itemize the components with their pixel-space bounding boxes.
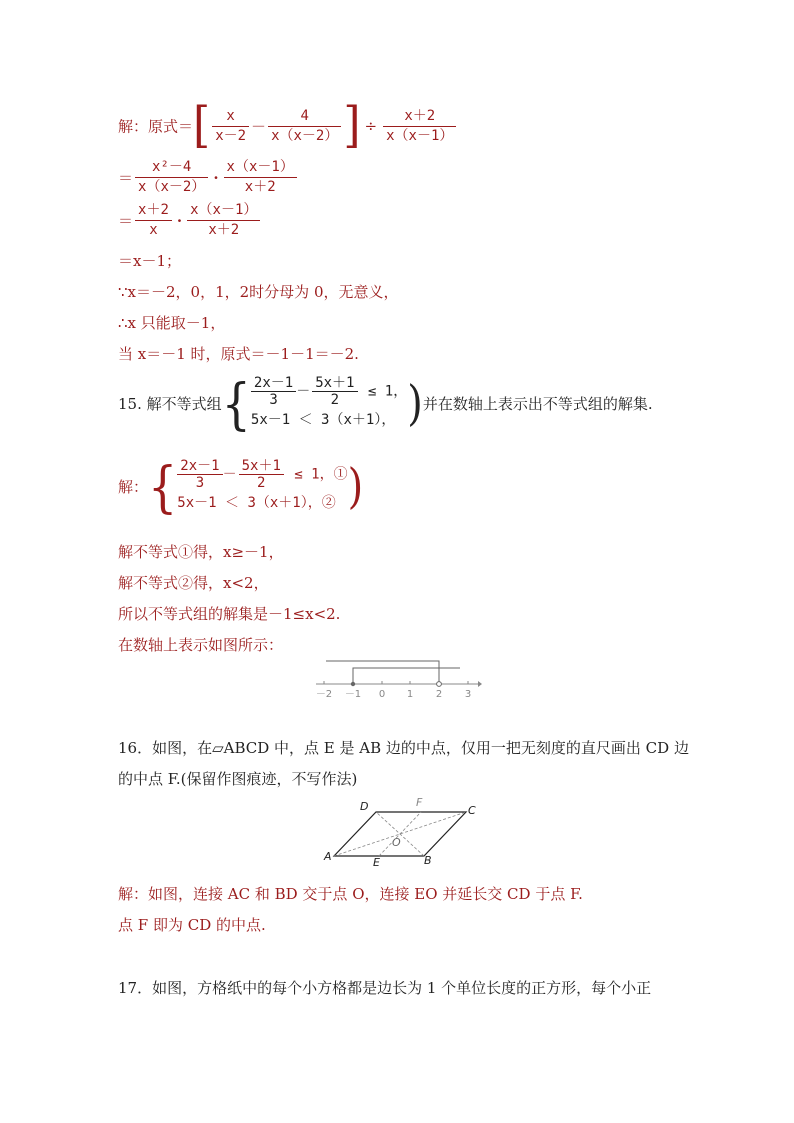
p14-step2-frac2: $\frac{x(x-1)}{x+2}$ xyxy=(224,158,297,197)
x-lt-2-ray xyxy=(326,661,439,684)
open-point-2 xyxy=(437,682,442,687)
tick-label: 0 xyxy=(378,689,386,700)
p14-frac1: $\frac{x}{x-2}$ xyxy=(212,107,249,146)
p14-step1: 解：原式＝[ $\frac{x}{x-2}$ － $\frac{4}{x(x-2)}$ ] ÷ $\frac{x+2}{x(x-1)}$ xyxy=(118,104,458,148)
p15-solution-system: 解：{ $\frac{2x-1}{3}$ － $\frac{5x+1}{2}$ ≤ 1，① 5x－1 ＜ 3（x＋1），② ) xyxy=(118,454,364,519)
p16-solution-line1: 解：如图，连接 AC 和 BD 交于点 O，连接 EO 并延长交 CD 于点 F. xyxy=(118,885,583,903)
p14-step3-frac1: $\frac{x+2}{x}$ xyxy=(135,201,172,240)
p14-result: 当 x＝－1 时，原式＝－1－1＝－2. xyxy=(118,345,359,363)
p15-line2: 解不等式②得，x<2， xyxy=(118,574,269,592)
p16-question-line2: 的中点 F.(保留作图痕迹，不写作法) xyxy=(118,770,358,788)
p14-step3-frac2: $\frac{x(x-1)}{x+2}$ xyxy=(187,201,260,240)
vertex-label-B: B xyxy=(424,854,432,867)
p14-step2: ＝ $\frac{\text{x²－4}}{x(x-2)}$ · $\frac{x(x-1)}{x+2}$ xyxy=(118,158,299,197)
p14-step2-frac1: $\frac{\text{x²－4}}{x(x-2)}$ xyxy=(135,158,208,197)
p14-because: ∵x＝－2，0，1，2时分母为 0，无意义， xyxy=(118,283,399,301)
p14-frac3: $\frac{x+2}{x(x-1)}$ xyxy=(383,107,456,146)
left-bracket: [ xyxy=(193,97,211,154)
vertex-label-A: A xyxy=(324,850,332,863)
p16-solution-line2: 点 F 即为 CD 的中点. xyxy=(118,916,266,934)
tick-label: －1 xyxy=(344,689,362,700)
tick-label: －2 xyxy=(315,689,333,700)
left-brace: { xyxy=(221,371,251,436)
line-EF xyxy=(379,812,421,856)
p15-line1: 解不等式①得，x≥－1， xyxy=(118,543,284,561)
point-label-E: E xyxy=(373,856,380,868)
p15-system: $\frac{2x-1}{3}$ － $\frac{5x+1}{2}$ ≤ 1， 5x－1 ＜ 3（x＋1）， xyxy=(250,375,408,428)
p15-question: 15. 解不等式组{ $\frac{2x-1}{3}$ － $\frac{5x+1}{2}$ ≤ 1， 5x－1 ＜ 3（x＋1）， )并在数轴上表示出不等式组的解集. xyxy=(118,371,653,436)
p14-label: 解：原式＝ xyxy=(118,117,194,136)
right-bracket: ] xyxy=(343,97,361,154)
closed-point-neg1 xyxy=(351,682,355,686)
tick-label: 1 xyxy=(406,689,414,700)
tick-label: 3 xyxy=(464,689,472,700)
right-brace: ) xyxy=(407,375,423,432)
tick-label: 2 xyxy=(435,689,443,700)
number-line-figure xyxy=(312,656,482,706)
point-label-F: F xyxy=(416,798,423,809)
point-label-O: O xyxy=(392,836,401,849)
p14-therefore: ∴x 只能取－1， xyxy=(118,314,226,332)
sol-right-brace: ) xyxy=(347,458,364,515)
parallelogram-figure xyxy=(320,798,480,868)
sol-left-brace: { xyxy=(148,454,178,519)
x-ge-neg1-ray xyxy=(353,668,460,684)
p16-question-line1: 16．如图，在▱ABCD 中，点 E 是 AB 边的中点，仅用一把无刻度的直尺画出 CD 边 xyxy=(118,739,689,757)
p14-step4: ＝x－1； xyxy=(118,252,182,270)
p15-line4: 在数轴上表示如图所示： xyxy=(118,636,284,654)
p14-step3: ＝ $\frac{x+2}{x}$ · $\frac{x(x-1)}{x+2}$ xyxy=(118,201,262,240)
vertex-label-C: C xyxy=(468,804,476,817)
p14-frac2: $\frac{4}{x(x-2)}$ xyxy=(268,107,341,146)
p17-question-line1: 17．如图，方格纸中的每个小方格都是边长为 1 个单位长度的正方形，每个小正 xyxy=(118,979,652,997)
vertex-label-D: D xyxy=(360,800,369,813)
tick-labels xyxy=(316,689,471,700)
p15-line3: 所以不等式组的解集是－1≤x<2. xyxy=(118,605,341,623)
axis-arrow xyxy=(478,681,482,687)
